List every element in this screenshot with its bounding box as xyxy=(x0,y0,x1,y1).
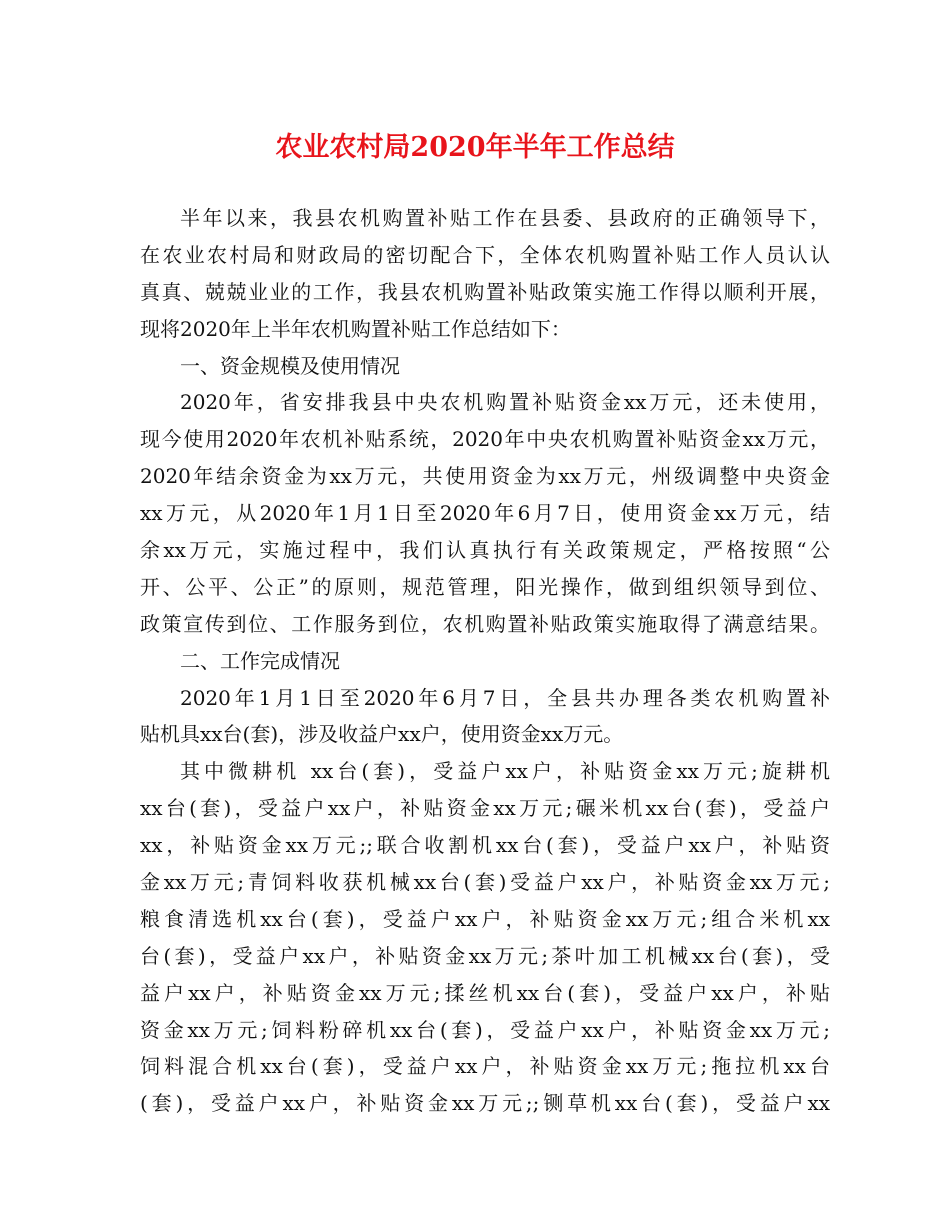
body-line: 开、公平、公正”的原则，规范管理，阳光操作，做到组织领导到位、 xyxy=(140,574,830,599)
body-line: 现今使用2020年农机补贴系统，2020年中央农机购置补贴资金xx万元， xyxy=(140,427,830,452)
body-line: 现将2020年上半年农机购置补贴工作总结如下： xyxy=(140,316,571,341)
body-line: 半年以来，我县农机购置补贴工作在县委、县政府的正确领导下， xyxy=(180,206,830,230)
body-line: 益户xx户，补贴资金xx万元;揉丝机xx台(套)，受益户xx户，补贴 xyxy=(140,980,830,1005)
body-line: 二、工作完成情况 xyxy=(180,648,340,673)
body-line: xx台(套)，受益户xx户，补贴资金xx万元;碾米机xx台(套)，受益户 xyxy=(140,796,830,821)
document-body xyxy=(140,200,830,1122)
body-line: 资金xx万元;饲料粉碎机xx台(套)，受益户xx户，补贴资金xx万元; xyxy=(140,1017,830,1042)
body-line: 政策宣传到位、工作服务到位，农机购置补贴政策实施取得了满意结果。 xyxy=(140,611,830,636)
body-line: 2020年结余资金为xx万元，共使用资金为xx万元，州级调整中央资金 xyxy=(140,464,830,489)
document-title: 农业农村局2020年半年工作总结 xyxy=(275,132,675,163)
body-line: 饲料混合机xx台(套)，受益户xx户，补贴资金xx万元;拖拉机xx台 xyxy=(140,1054,830,1079)
body-line: 2020年，省安排我县中央农机购置补贴资金xx万元，还未使用， xyxy=(180,390,830,415)
body-line: xx万元，从2020年1月1日至2020年6月7日，使用资金xx万元，结 xyxy=(140,501,830,526)
body-line: 余xx万元，实施过程中，我们认真执行有关政策规定，严格按照“公 xyxy=(140,538,830,563)
body-line: xx，补贴资金xx万元;;联合收割机xx台(套)，受益户xx户，补贴资 xyxy=(140,833,830,858)
body-line: 真真、兢兢业业的工作，我县农机购置补贴政策实施工作得以顺利开展， xyxy=(140,279,830,304)
body-line: 台(套)，受益户xx户，补贴资金xx万元;茶叶加工机械xx台(套)，受 xyxy=(140,943,830,968)
body-line: 在农业农村局和财政局的密切配合下，全体农机购置补贴工作人员认认 xyxy=(140,242,830,267)
body-line: 其中微耕机 xx台(套)，受益户xx户，补贴资金xx万元;旋耕机 xyxy=(180,759,830,784)
body-line: 金xx万元;青饲料收获机械xx台(套)受益户xx户，补贴资金xx万元; xyxy=(140,870,830,895)
body-line: 一、资金规模及使用情况 xyxy=(180,353,400,378)
body-line: (套)，受益户xx户，补贴资金xx万元;;铡草机xx台(套)，受益户xx xyxy=(140,1091,830,1116)
body-line: 粮食清选机xx台(套)，受益户xx户，补贴资金xx万元;组合米机xx xyxy=(140,906,830,931)
body-line: 贴机具xx台(套)，涉及收益户xx户，使用资金xx万元。 xyxy=(140,722,624,747)
body-line: 2020年1月1日至2020年6月7日，全县共办理各类农机购置补 xyxy=(180,685,830,710)
